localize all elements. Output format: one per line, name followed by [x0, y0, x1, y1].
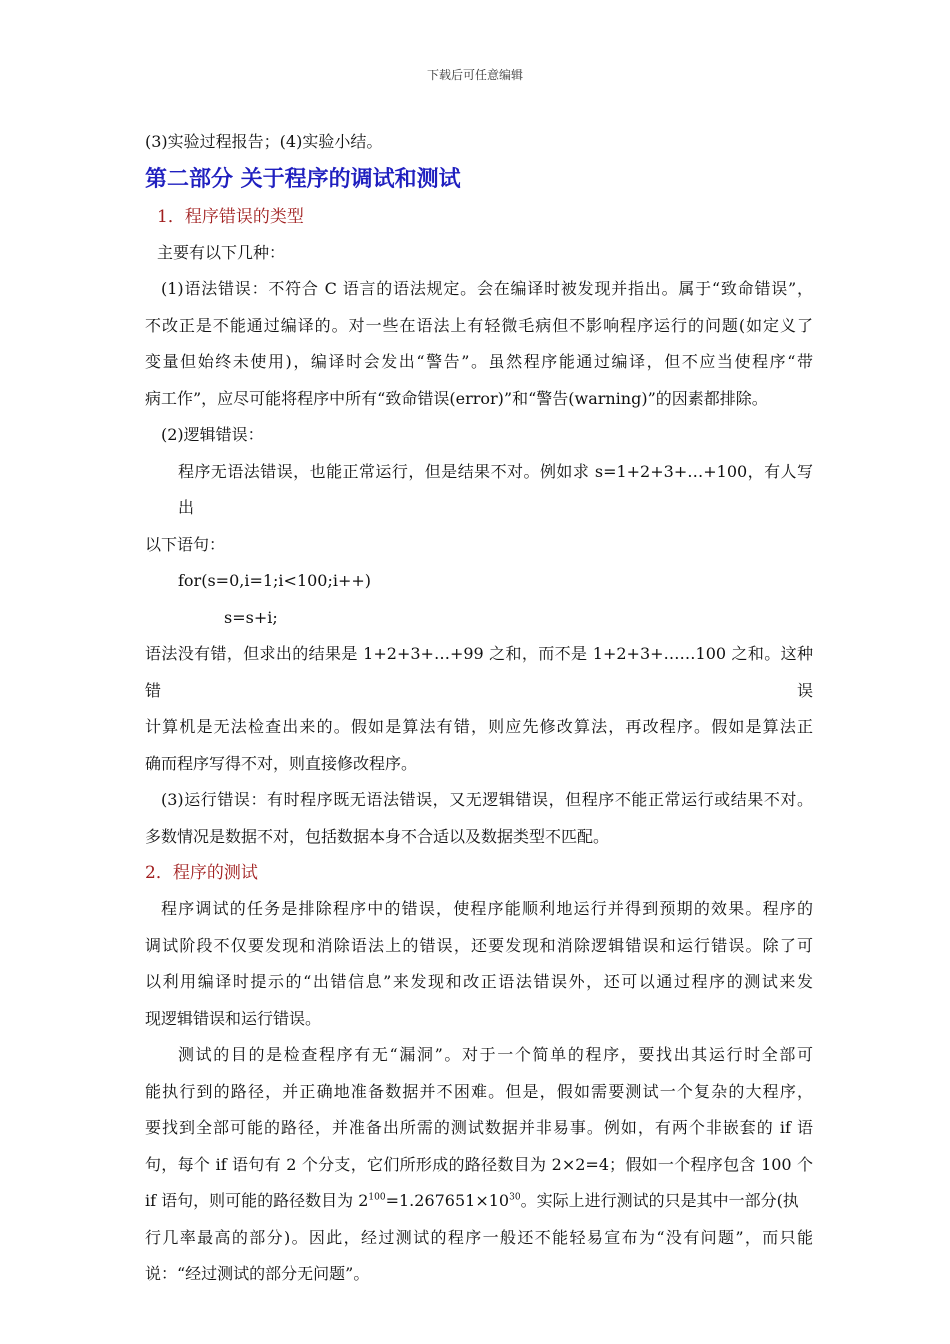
- formula-exponent: 100: [368, 1192, 386, 1203]
- page-header-note: 下载后可任意编辑: [426, 68, 523, 82]
- paragraph-line: 变量但始终未使用)，编译时会发出“警告”。虽然程序能通过编译，但不应当使程序“带: [145, 352, 813, 371]
- part-title: 第二部分 关于程序的调试和测试: [145, 166, 461, 192]
- formula-mid: =1.267651×10: [385, 1191, 510, 1210]
- paragraph-line: 确而程序写得不对，则直接修改程序。: [145, 753, 418, 773]
- paragraph-line: 语法没有错，但求出的结果是 1+2+3+…+99 之和，而不是 1+2+3+……100 之和。这种错误: [145, 644, 813, 700]
- paragraph-line: 程序无语法错误，也能正常运行，但是结果不对。例如求 s=1+2+3+…+100，有人写出: [178, 461, 813, 517]
- paragraph-line: 行几率最高的部分)。因此，经过测试的程序一般还不能轻易宣布为“没有问题”，而只能: [145, 1227, 813, 1247]
- section-heading-error-types: 1．程序错误的类型: [157, 206, 304, 227]
- paragraph-line: 病工作”，应尽可能将程序中所有“致命错误(error)”和“警告(warning)”的因素都排除。: [145, 388, 768, 408]
- paragraph-line: 以下语句：: [145, 534, 226, 554]
- paragraph-line: 不改正是不能通过编译的。对一些在语法上有轻微毛病但不影响程序运行的问题(如定义了: [145, 315, 813, 335]
- logic-error-label: (2)逻辑错误：: [161, 425, 264, 444]
- formula-exponent: 30: [509, 1192, 521, 1203]
- paragraph-line: 计算机是无法检查出来的。假如是算法有错，则应先修改算法，再改程序。假如是算法正: [145, 717, 813, 736]
- paragraph-line: 调试阶段不仅要发现和消除语法上的错误，还要发现和消除逻辑错误和运行错误。除了可: [145, 935, 813, 955]
- paragraph-line: 现逻辑错误和运行错误。: [145, 1008, 322, 1028]
- intro-line: (3)实验过程报告；(4)实验小结。: [145, 132, 383, 151]
- paragraph-line: 以利用编译时提示的“出错信息”来发现和改正语法错误外，还可以通过程序的测试来发: [145, 972, 813, 991]
- paragraph-line: 能执行到的路径，并正确地准备数据并不困难。但是，假如需要测试一个复杂的大程序，: [145, 1081, 813, 1101]
- paragraph-line: 多数情况是数据不对，包括数据本身不合适以及数据类型不匹配。: [145, 826, 610, 846]
- lead-text: 主要有以下几种：: [157, 242, 286, 262]
- section-heading-testing: 2．程序的测试: [145, 863, 258, 883]
- paragraph-line: (3)运行错误：有时程序既无语法错误，又无逻辑错误，但程序不能正常运行或结果不对。: [161, 790, 813, 809]
- paragraph-line: (1)语法错误：不符合 C 语言的语法规定。会在编译时被发现并指出。属于“致命错误”，: [161, 279, 813, 298]
- paragraph-line: 句，每个 if 语句有 2 个分支，它们所形成的路径数目为 2×2=4；假如一个程序包含 100 个: [145, 1154, 813, 1174]
- formula-post: 。实际上进行测试的只是其中一部分(执: [520, 1191, 799, 1210]
- paragraph-line: 测试的目的是检查程序有无“漏洞”。对于一个简单的程序，要找出其运行时全部可: [178, 1045, 813, 1064]
- paragraph-line: 说：“经过测试的部分无问题”。: [145, 1264, 370, 1283]
- formula-line: [145, 1183, 813, 1220]
- code-line: for(s=0,i=1;i<100;i++): [178, 571, 372, 590]
- code-line: s=s+i;: [224, 607, 278, 627]
- paragraph-line: 程序调试的任务是排除程序中的错误，使程序能顺利地运行并得到预期的效果。程序的: [161, 899, 813, 918]
- paragraph-line: 要找到全部可能的路径，并准备出所需的测试数据并非易事。例如，有两个非嵌套的 if 语: [145, 1118, 813, 1137]
- document-body: [145, 124, 813, 1293]
- formula-pre: if 语句，则可能的路径数目为 2: [145, 1191, 369, 1210]
